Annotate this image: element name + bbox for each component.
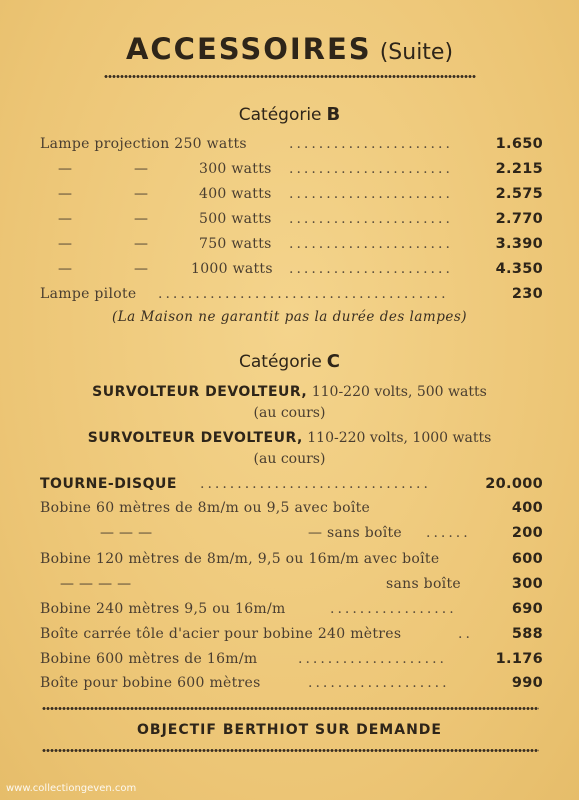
lamp-label: 1000 watts [191, 261, 273, 277]
ditto-dashes: — — — [100, 525, 153, 541]
title-main: ACCESSOIRES [125, 32, 372, 66]
lamp-price: 3.390 [495, 236, 543, 252]
ditto-dash: — [134, 261, 149, 277]
item-row [40, 476, 543, 498]
ditto-dash: — [58, 261, 73, 277]
item-label: Bobine 600 mètres de 16m/m [40, 651, 258, 667]
item-row [40, 576, 543, 598]
category-b-heading [0, 104, 579, 125]
item-row [40, 551, 543, 573]
item-row [40, 601, 543, 623]
lamp-row [40, 261, 543, 283]
item-label: Bobine 240 mètres 9,5 ou 16m/m [40, 601, 286, 617]
item-price: 200 [511, 525, 543, 541]
category-c-heading [0, 351, 579, 372]
ditto-dash: — [58, 236, 73, 252]
item-price: 1.176 [495, 651, 543, 667]
category-c-label: Catégorie [239, 352, 322, 372]
item-row [40, 651, 543, 673]
pilot-label: Lampe pilote [40, 286, 137, 302]
leader-dots: ...................... [289, 236, 453, 252]
page-title [0, 32, 579, 66]
item-price: 400 [511, 500, 543, 516]
title-suite: (Suite) [379, 40, 454, 65]
lamp-row [40, 211, 543, 233]
pilot-lamp-row [40, 286, 543, 308]
item-price: 300 [511, 576, 543, 592]
footer-top-divider [42, 706, 539, 711]
ditto-dash: — [134, 186, 149, 202]
ditto-dashes: — — — — [60, 576, 132, 592]
survolteur-spec: 110-220 volts, 500 watts [311, 384, 487, 400]
survolteur-name: SURVOLTEUR DEVOLTEUR, [87, 430, 303, 446]
item-row [40, 626, 543, 648]
lamp-price: 1.650 [495, 136, 543, 152]
leader-dots: ...................... [289, 261, 453, 277]
item-label: sans boîte [386, 576, 461, 592]
item-price: 600 [511, 551, 543, 567]
item-label: Bobine 60 mètres de 8m/m ou 9,5 avec boîte [40, 500, 371, 516]
lamp-row [40, 136, 543, 158]
ditto-dash: — [134, 211, 149, 227]
lamp-label: Lampe projection 250 watts [40, 136, 247, 152]
leader-dots: ................. [330, 601, 457, 617]
survolteur-500-line [0, 384, 579, 400]
lamp-price: 2.575 [495, 186, 543, 202]
item-row [40, 500, 543, 522]
title-divider [104, 74, 476, 79]
leader-dots: ................... [308, 675, 450, 691]
item-price: 690 [511, 601, 543, 617]
leader-dots: .................... [298, 651, 448, 667]
category-b-letter: B [326, 104, 341, 125]
pilot-price: 230 [511, 286, 543, 302]
survolteur-spec: 110-220 volts, 1000 watts [307, 430, 492, 446]
leader-dots: ...... [426, 525, 471, 541]
leader-dots: ....................................... [158, 286, 449, 302]
item-label: Boîte carrée tôle d'acier pour bobine 240 mètres [40, 626, 402, 642]
watermark: www.collectiongeven.com [6, 783, 137, 794]
item-label: Boîte pour bobine 600 mètres [40, 675, 261, 691]
item-row [40, 675, 543, 697]
lamp-price: 2.770 [495, 211, 543, 227]
item-price: 20.000 [485, 476, 543, 492]
survolteur-1000-line [0, 430, 579, 446]
lamp-label: 300 watts [199, 161, 272, 177]
ditto-dash: — [134, 236, 149, 252]
category-b-label: Catégorie [238, 105, 322, 125]
leader-dots: ...................... [289, 136, 453, 152]
survolteur-500-sub: (au cours) [253, 405, 326, 421]
leader-dots: ...................... [289, 211, 453, 227]
leader-dots: ............................... [200, 476, 431, 492]
lamp-price: 4.350 [495, 261, 543, 277]
footer-bottom-divider [42, 748, 539, 753]
item-label: — sans boîte [308, 525, 403, 541]
footer-note: OBJECTIF BERTHIOT SUR DEMANDE [137, 722, 442, 738]
leader-dots: ...................... [289, 186, 453, 202]
ditto-dash: — [134, 161, 149, 177]
category-c-letter: C [326, 351, 340, 372]
ditto-dash: — [58, 161, 73, 177]
ditto-dash: — [58, 211, 73, 227]
lamp-label: 400 watts [199, 186, 272, 202]
item-price: 990 [511, 675, 543, 691]
lamp-guarantee-note: (La Maison ne garantit pas la durée des lampes) [111, 309, 468, 325]
leader-dots: .. [458, 626, 473, 642]
item-price: 588 [511, 626, 543, 642]
lamp-label: 750 watts [199, 236, 272, 252]
lamp-row [40, 186, 543, 208]
lamp-row [40, 161, 543, 183]
leader-dots: ...................... [289, 161, 453, 177]
ditto-dash: — [58, 186, 73, 202]
survolteur-name: SURVOLTEUR DEVOLTEUR, [92, 384, 308, 400]
item-row [40, 525, 543, 547]
survolteur-1000-sub: (au cours) [253, 451, 326, 467]
lamp-row [40, 236, 543, 258]
lamp-label: 500 watts [199, 211, 272, 227]
item-label: TOURNE-DISQUE [40, 476, 177, 492]
item-label: Bobine 120 mètres de 8m/m, 9,5 ou 16m/m avec boîte [40, 551, 440, 567]
lamp-price: 2.215 [495, 161, 543, 177]
